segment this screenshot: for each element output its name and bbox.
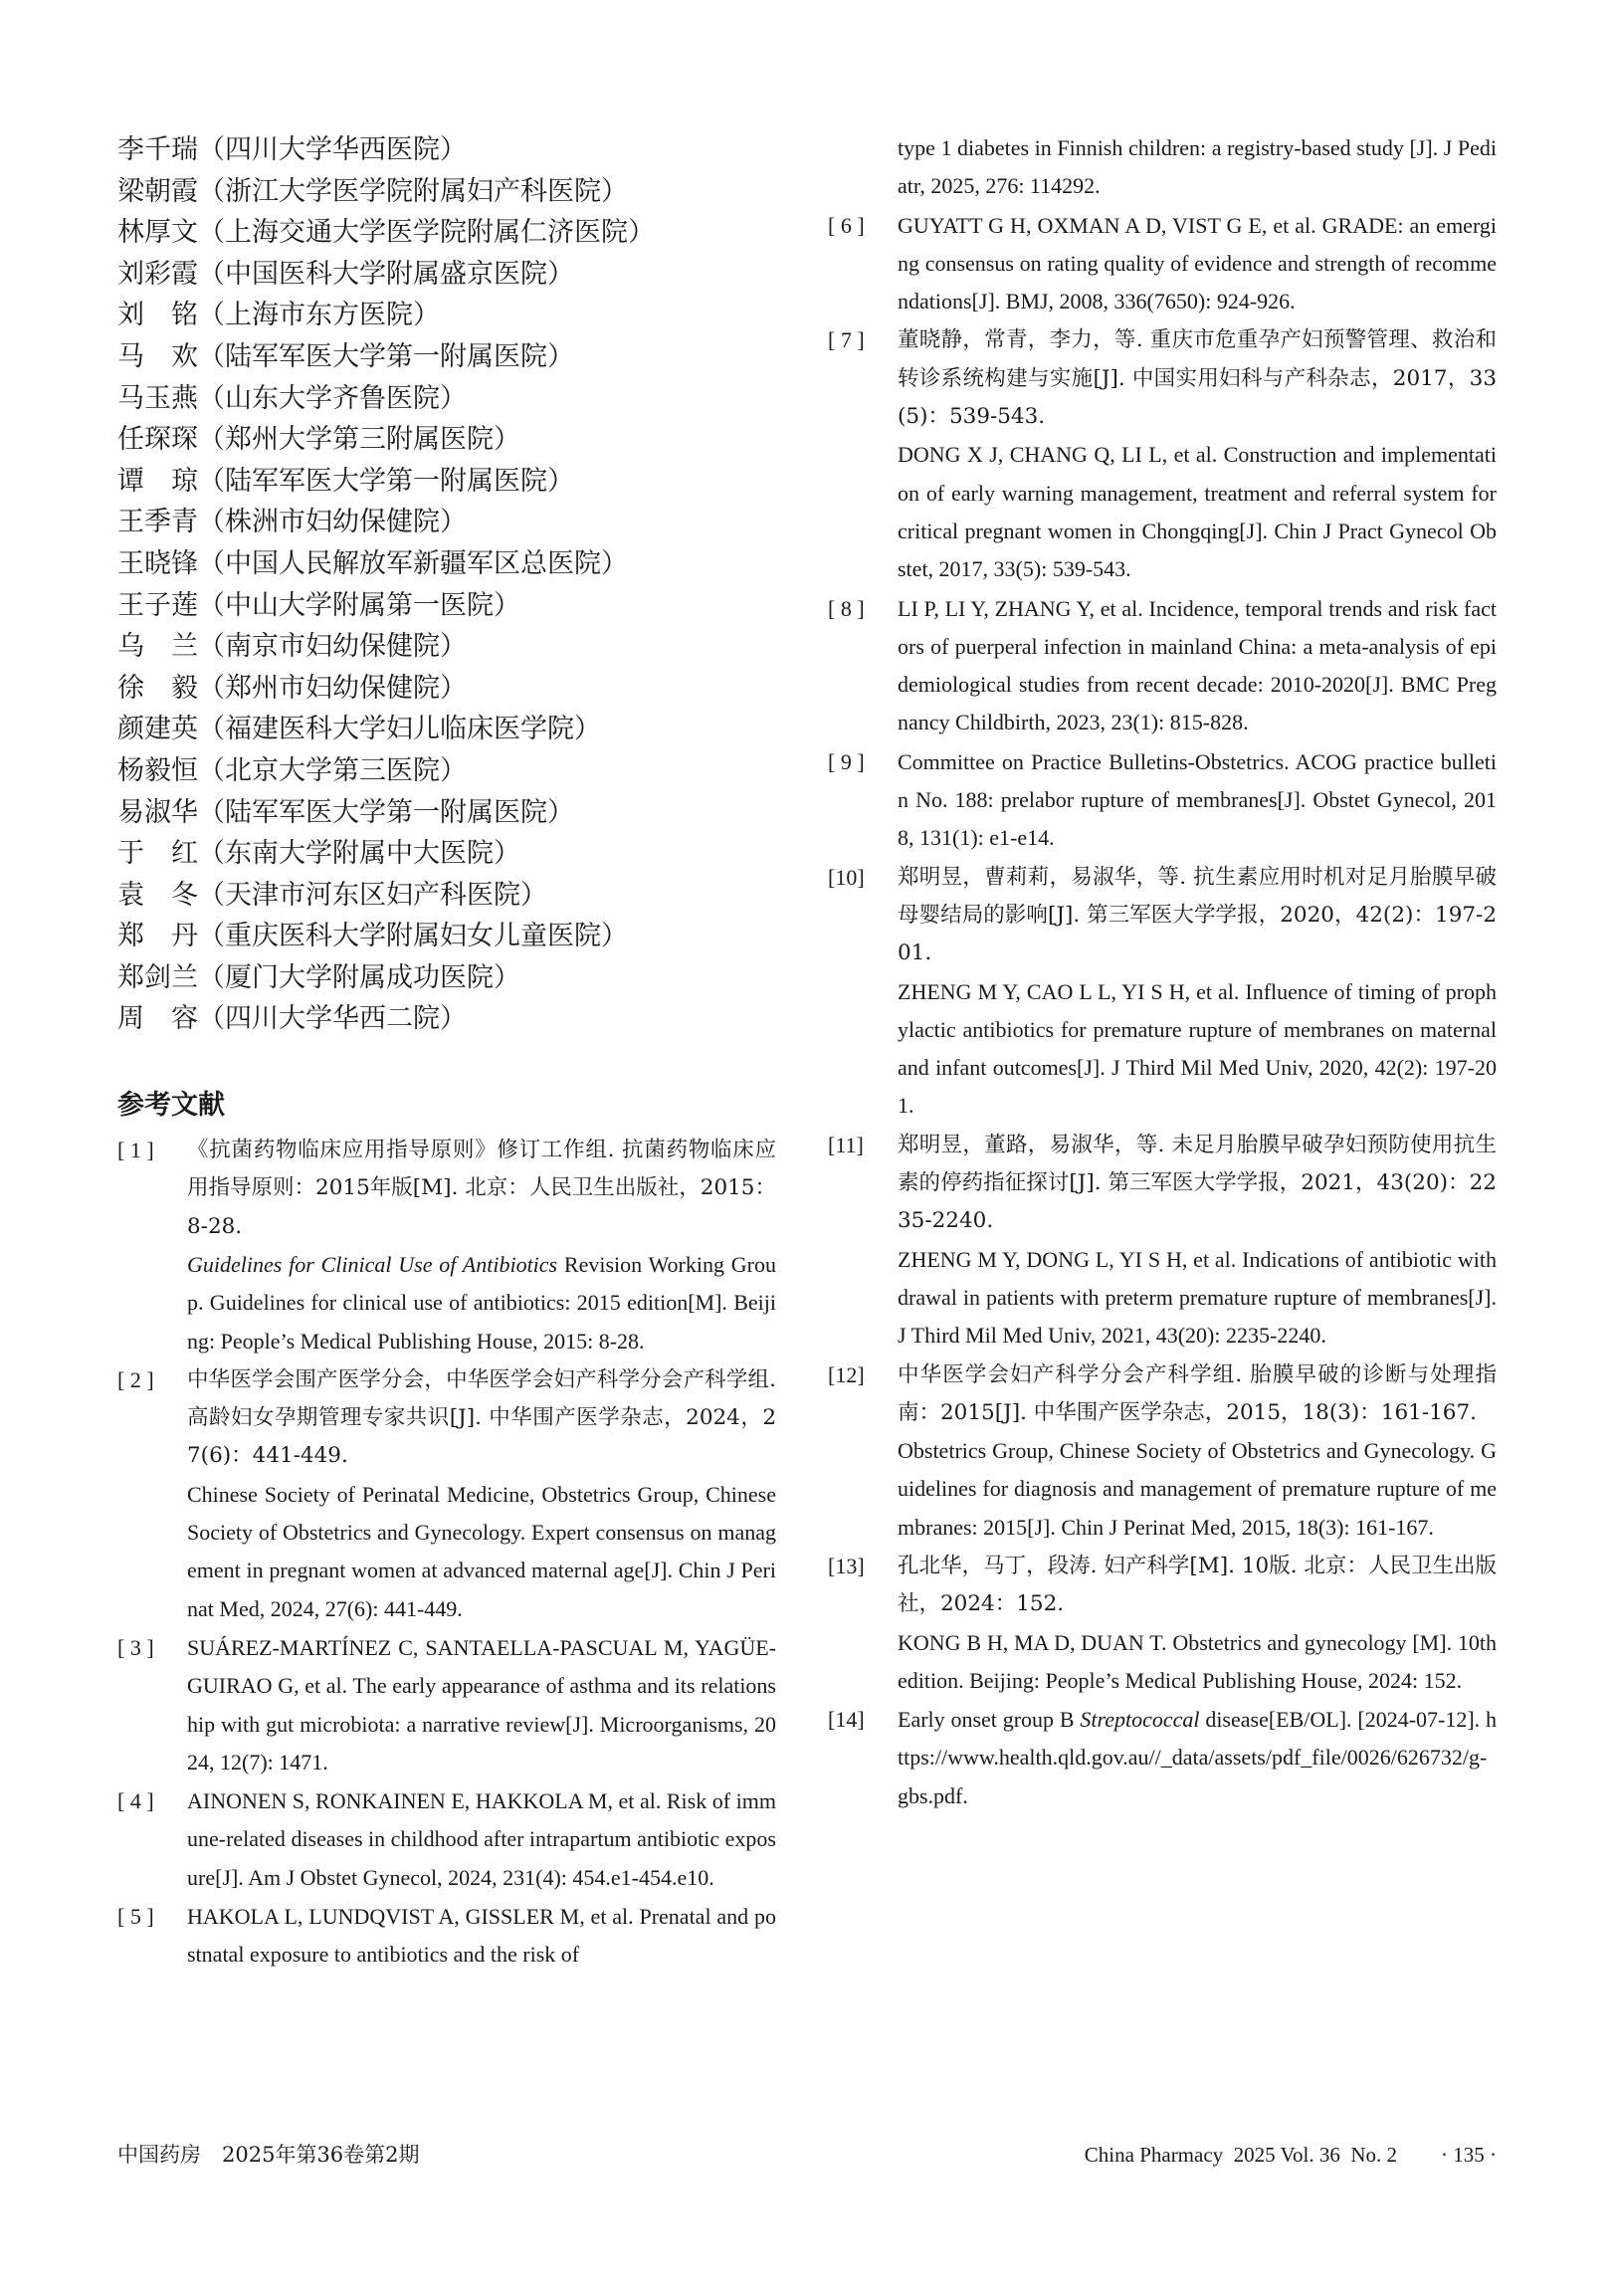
member-item: 林厚文（上海交通大学医学院附属仁济医院）	[117, 217, 655, 249]
member-item: 马 欢（陆军军医大学第一附属医院）	[117, 340, 574, 372]
reference-item	[117, 1361, 776, 1628]
reference-text-en: Obstetrics Group, Chinese Society of Obstetrics and Gynecology. Guidelines for diagnosis and management of premature rupture of membranes: 2015[J]. Chin J Perinat Med, 2015, 18(3): 161-167.	[898, 1438, 1497, 1540]
reference-item	[828, 590, 1497, 742]
member-item: 梁朝霞（浙江大学医学院附属妇产科医院）	[117, 175, 628, 207]
reference-item	[117, 1132, 776, 1360]
member-item: 杨毅恒（北京大学第三医院）	[117, 754, 467, 786]
member-item: 李千瑞（四川大学华西医院）	[117, 134, 467, 165]
reference-item	[828, 207, 1497, 321]
member-item: 王季青（株洲市妇幼保健院）	[117, 507, 467, 538]
reference-text-zh: 董晓静，常青，李力，等. 重庆市危重孕产妇预警管理、救治和转诊系统构建与实施[J]. 中国实用妇科与产科杂志，2017，33(5)：539-543.	[898, 327, 1497, 430]
member-item: 刘彩霞（中国医科大学附属盛京医院）	[117, 258, 574, 290]
member-item: 任琛琛（郑州大学第三附属医院）	[117, 424, 520, 456]
reference-text-en: Chinese Society of Perinatal Medicine, Obstetrics Group, Chinese Society of Obstetrics and Gynecology. Expert consensus on management in pregnant women at advanced maternal age[J]. Chin J Perinat Med, 2024, 27(6): 441-449.	[187, 1481, 776, 1621]
reference-text-zh: 《抗菌药物临床应用指导原则》修订工作组. 抗菌药物临床应用指导原则：2015年版[M]. 北京：人民卫生出版社，2015：8-28.	[187, 1138, 776, 1239]
member-item: 乌 兰（南京市妇幼保健院）	[117, 631, 467, 663]
reference-number: [ 6 ]	[828, 212, 865, 238]
member-item: 易淑华（陆军军医大学第一附属医院）	[117, 796, 574, 828]
reference-number: [ 2 ]	[117, 1366, 154, 1392]
reference-text-en: KONG B H, MA D, DUAN T. Obstetrics and gynecology [M]. 10th edition. Beijing: People’s Medical Publishing House, 2024: 152.	[898, 1629, 1497, 1693]
reference-text-en	[187, 1246, 776, 1360]
reference-text-en: GUYATT G H, OXMAN A D, VIST G E, et al. GRADE: an emerging consensus on rating quality of evidence and strength of recommendations[J]. BMJ, 2008, 336(7650): 924-926.	[898, 212, 1497, 314]
journal-issue-zh: 中国药房 2025年第36卷第2期	[117, 2143, 420, 2167]
reference-item	[828, 321, 1497, 588]
reference-number: [ 1 ]	[117, 1138, 154, 1163]
member-item: 刘 铭（上海市东方医院）	[117, 300, 440, 331]
reference-number: [13]	[828, 1553, 865, 1578]
member-item: 王子莲（中山大学附属第一医院）	[117, 589, 520, 621]
reference-text-zh: 中华医学会围产医学分会，中华医学会妇产科学分会产科学组. 高龄妇女孕期管理专家共识[J]. 中华围产医学杂志，2024，27(6)：441-449.	[187, 1366, 776, 1469]
reference-text-zh: 郑明昱，董路，易淑华，等. 未足月胎膜早破孕妇预防使用抗生素的停药指征探讨[J]. 第三军医大学学报，2021，43(20)：2235-2240.	[898, 1132, 1497, 1234]
reference-text-en: DONG X J, CHANG Q, LI L, et al. Construction and implementation of early warning management, treatment and referral system for critical pregnant women in Chongqing[J]. Chin J Pract Gynecol Obstet, 2017, 33(5): 539-543.	[898, 442, 1497, 582]
member-item: 郑剑兰（厦门大学附属成功医院）	[117, 961, 520, 993]
reference-item	[828, 743, 1497, 858]
member-item: 郑 丹（重庆医科大学附属妇女儿童医院）	[117, 921, 628, 952]
reference-text-en: ZHENG M Y, DONG L, YI S H, et al. Indications of antibiotic withdrawal in patients with preterm premature rupture of membranes[J]. J Third Mil Med Univ, 2021, 43(20): 2235-2240.	[898, 1246, 1497, 1349]
reference-item	[828, 1701, 1497, 1815]
reference-item	[117, 1782, 776, 1897]
reference-text-zh: 郑明昱，曹莉莉，易淑华，等. 抗生素应用时机对足月胎膜早破母婴结局的影响[J]. 第三军医大学学报，2020，42(2)：197-201.	[898, 864, 1497, 966]
reference-text-en-pre: Early onset group B	[898, 1707, 1081, 1733]
member-item: 王晓锋（中国人民解放军新疆军区总医院）	[117, 547, 628, 579]
reference-item	[828, 1127, 1497, 1356]
reference-item	[828, 1357, 1497, 1547]
left-column	[117, 129, 776, 1976]
page-footer	[117, 2138, 1497, 2172]
reference-item	[828, 1548, 1497, 1700]
reference-text-en-rest: Revision Working Group. Guidelines for clinical use of antibiotics: 2015 edition[M]. Beijing: People’s Medical Publishing House, 2015: 8-28.	[187, 1251, 776, 1354]
page-number: · 135 ·	[1441, 2143, 1497, 2167]
member-item: 马玉燕（山东大学齐鲁医院）	[117, 382, 467, 414]
member-item: 徐 毅（郑州市妇幼保健院）	[117, 672, 467, 704]
reference-italic-term: Streptococcal	[1080, 1707, 1200, 1733]
reference-item	[828, 859, 1497, 1126]
journal-issue-en-text: China Pharmacy 2025 Vol. 36 No. 2	[1084, 2143, 1397, 2167]
member-item: 于 红（东南大学附属中大医院）	[117, 838, 520, 870]
reference-text-en: AINONEN S, RONKAINEN E, HAKKOLA M, et al. Risk of immune-related diseases in childhood after intrapartum antibiotic exposure[J]. Am J Obstet Gynecol, 2024, 231(4): 454.e1-454.e10.	[187, 1788, 776, 1890]
reference-text-en: Committee on Practice Bulletins-Obstetrics. ACOG practice bulletin No. 188: prelabor rupture of membranes[J]. Obstet Gynecol, 2018, 131(1): e1-e14.	[898, 748, 1497, 851]
reference-continuation	[828, 129, 1497, 206]
reference-number: [11]	[828, 1132, 864, 1157]
references-heading: 参考文献	[117, 1090, 225, 1122]
reference-item	[117, 1898, 776, 1975]
reference-number: [14]	[828, 1707, 865, 1733]
reference-number: [ 4 ]	[117, 1788, 154, 1814]
reference-number: [10]	[828, 864, 865, 890]
reference-number: [ 5 ]	[117, 1904, 154, 1929]
journal-issue-en	[1085, 2138, 1497, 2172]
reference-text-en: type 1 diabetes in Finnish children: a registry-based study [J]. J Pediatr, 2025, 276: 114292.	[898, 135, 1497, 199]
reference-text-en	[898, 1701, 1497, 1815]
reference-text-zh: 孔北华，马丁，段涛. 妇产科学[M]. 10版. 北京：人民卫生出版社，2024：152.	[898, 1553, 1497, 1617]
reference-item	[117, 1629, 776, 1781]
right-column	[828, 129, 1497, 1816]
reference-text-zh: 中华医学会妇产科学分会产科学组. 胎膜早破的诊断与处理指南：2015[J]. 中华围产医学杂志，2015，18(3)：161-167.	[898, 1361, 1497, 1425]
reference-text-en: HAKOLA L, LUNDQVIST A, GISSLER M, et al. Prenatal and postnatal exposure to antibiotics and the risk of	[187, 1904, 776, 1968]
reference-italic-title: Guidelines for Clinical Use of Antibiotics	[187, 1251, 558, 1277]
committee-member-list	[117, 129, 776, 1040]
reference-text-en-post: disease[EB/OL]. [2024-07-12]. https://www.health.qld.gov.au//_data/assets/pdf_file/0026/626732/g-gbs.pdf.	[898, 1707, 1497, 1808]
reference-number: [ 8 ]	[828, 595, 865, 621]
member-item: 谭 琼（陆军军医大学第一附属医院）	[117, 465, 574, 497]
reference-number: [ 3 ]	[117, 1634, 154, 1660]
reference-text-en: SUÁREZ-MARTÍNEZ C, SANTAELLA-PASCUAL M, YAGÜE-GUIRAO G, et al. The early appearance of asthma and its relationship with gut microbiota: a narrative review[J]. Microorganisms, 2024, 12(7): 1471.	[187, 1634, 776, 1774]
reference-text-en: ZHENG M Y, CAO L L, YI S H, et al. Influence of timing of prophylactic antibiotics for premature rupture of membranes on maternal and infant outcomes[J]. J Third Mil Med Univ, 2020, 42(2): 197-201.	[898, 978, 1497, 1119]
reference-text-en: LI P, LI Y, ZHANG Y, et al. Incidence, temporal trends and risk factors of puerperal infection in mainland China: a meta-analysis of epidemiological studies from recent decade: 2010-2020[J]. BMC Pregnancy Childbirth, 2023, 23(1): 815-828.	[898, 595, 1497, 735]
reference-number: [ 7 ]	[828, 327, 865, 353]
reference-number: [ 9 ]	[828, 748, 865, 774]
member-item: 颜建英（福建医科大学妇儿临床医学院）	[117, 714, 601, 745]
reference-number: [12]	[828, 1361, 865, 1387]
member-item: 袁 冬（天津市河东区妇产科医院）	[117, 879, 547, 911]
member-item: 周 容（四川大学华西二院）	[117, 1003, 467, 1035]
